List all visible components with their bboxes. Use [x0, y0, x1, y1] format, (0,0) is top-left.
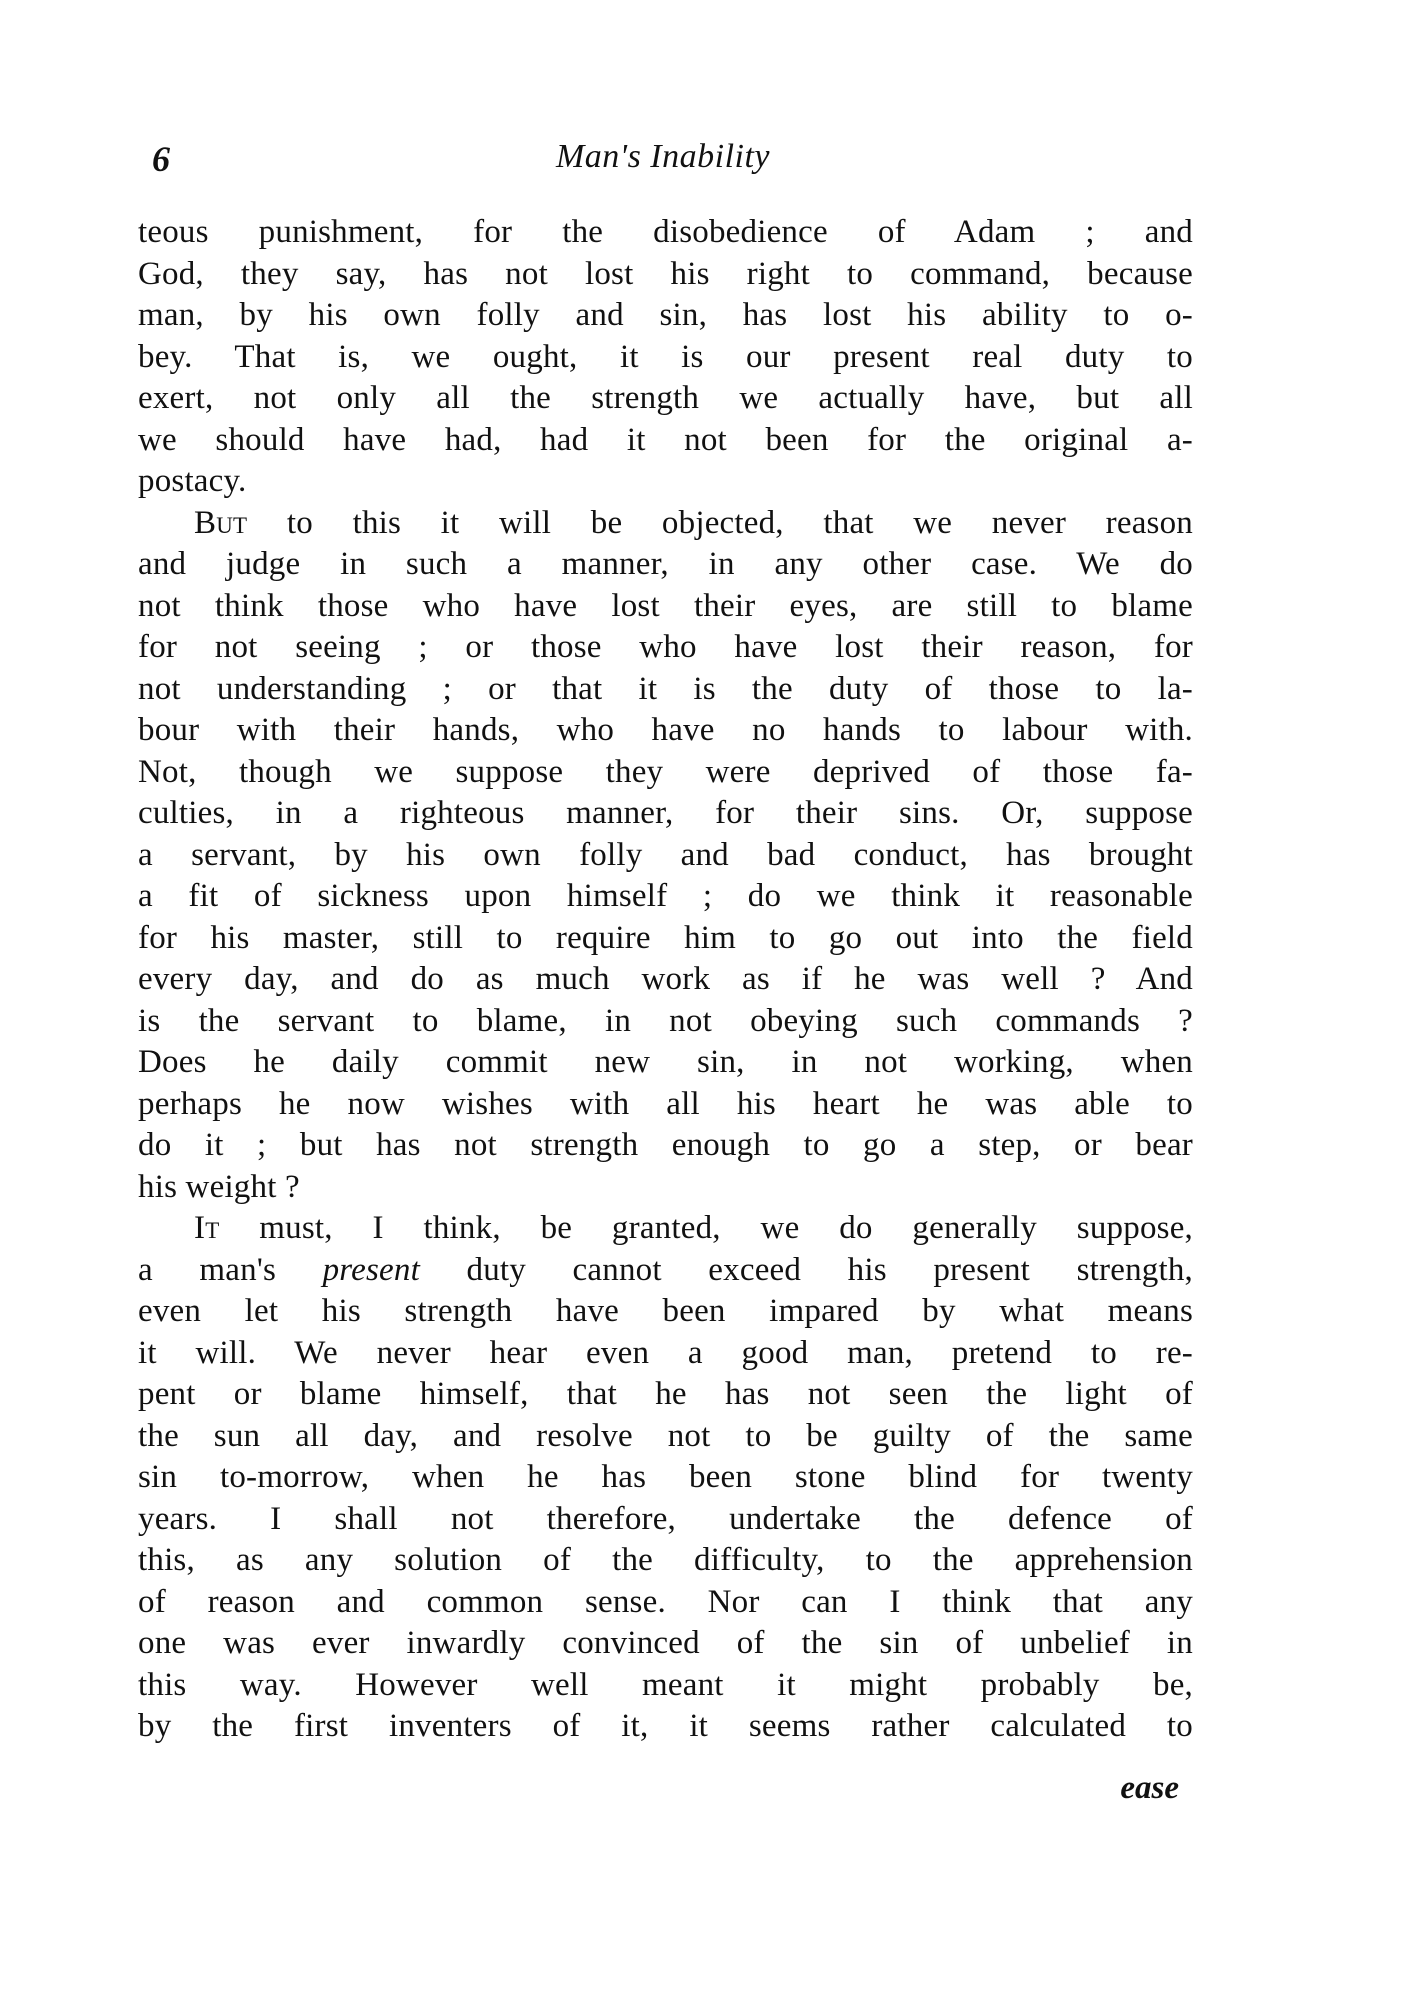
- text-line: [138, 503, 1193, 545]
- text-line-start: a man's: [138, 1251, 323, 1288]
- catchword: ease: [1120, 1770, 1179, 1806]
- paragraph-2: [138, 503, 1193, 1209]
- text-line: not understanding ; or that it is the duty of those to la-: [138, 670, 1193, 707]
- text-line: exert, not only all the strength we actually have, but all: [138, 380, 1193, 416]
- text-line: for his master, still to require him to go out into the field: [138, 919, 1193, 956]
- running-title: Man's Inability: [555, 138, 771, 175]
- text-line: the sun all day, and resolve not to be guilty of the same: [138, 1417, 1193, 1454]
- text-line: culties, in a righteous manner, for their sins. Or, suppose: [138, 795, 1193, 831]
- text-line-rest: must, I think, be granted, we do generally suppose,: [219, 1210, 1193, 1246]
- text-line: teous punishment, for the disobedience of Adam ; and: [138, 214, 1193, 250]
- text-line: even let his strength have been impared by what means: [138, 1293, 1193, 1329]
- text-line: [138, 1208, 1193, 1250]
- paragraph-1: [138, 212, 1193, 503]
- paragraph-lead-word: It: [194, 1210, 220, 1246]
- text-line: every day, and do as much work as if he was well ? And: [138, 961, 1193, 997]
- text-line: his weight ?: [138, 1168, 300, 1205]
- body-text: [138, 212, 1193, 1748]
- text-line: by the first inventers of it, it seems rather calculated to: [138, 1708, 1193, 1744]
- text-line-rest: duty cannot exceed his present strength,: [419, 1251, 1193, 1288]
- paragraph-lead-word: But: [194, 504, 248, 541]
- text-line: perhaps he now wishes with all his heart he was able to: [138, 1085, 1193, 1122]
- text-line: a fit of sickness upon himself ; do we think it reasonable: [138, 878, 1193, 914]
- text-line: of reason and common sense. Nor can I think that any: [138, 1583, 1193, 1620]
- page-header: [138, 138, 1188, 198]
- text-line: bour with their hands, who have no hands to labour with.: [138, 712, 1193, 748]
- text-line: years. I shall not therefore, undertake the defence of: [138, 1500, 1193, 1537]
- italic-word: present: [322, 1251, 420, 1288]
- text-line: man, by his own folly and sin, has lost his ability to o-: [138, 297, 1193, 333]
- text-line: this, as any solution of the difficulty, to the apprehension: [138, 1542, 1193, 1578]
- text-line: we should have had, had it not been for the original a-: [138, 421, 1193, 458]
- paragraph-3: [138, 1208, 1193, 1748]
- text-line: Not, though we suppose they were deprived of those fa-: [138, 753, 1193, 790]
- text-line: and judge in such a manner, in any other case. We do: [138, 546, 1193, 582]
- text-line-rest: to this it will be objected, that we never reason: [247, 504, 1193, 541]
- text-line: a servant, by his own folly and bad conduct, has brought: [138, 836, 1193, 873]
- text-line: God, they say, has not lost his right to command, because: [138, 255, 1193, 292]
- text-line: pent or blame himself, that he has not seen the light of: [138, 1376, 1193, 1412]
- text-line: not think those who have lost their eyes, are still to blame: [138, 587, 1193, 624]
- text-line: it will. We never hear even a good man, pretend to re-: [138, 1334, 1193, 1371]
- text-line: is the servant to blame, in not obeying such commands ?: [138, 1002, 1193, 1039]
- text-line: this way. However well meant it might probably be,: [138, 1666, 1193, 1703]
- text-line: do it ; but has not strength enough to go a step, or bear: [138, 1127, 1193, 1163]
- text-line: bey. That is, we ought, it is our present real duty to: [138, 338, 1193, 375]
- text-line: Does he daily commit new sin, in not working, when: [138, 1044, 1193, 1080]
- text-line: sin to-morrow, when he has been stone blind for twenty: [138, 1459, 1193, 1495]
- text-line: [138, 1250, 1193, 1292]
- page-number: 6: [152, 139, 170, 179]
- text-line: one was ever inwardly convinced of the sin of unbelief in: [138, 1625, 1193, 1661]
- text-line: postacy.: [138, 463, 247, 499]
- text-line: for not seeing ; or those who have lost their reason, for: [138, 629, 1193, 665]
